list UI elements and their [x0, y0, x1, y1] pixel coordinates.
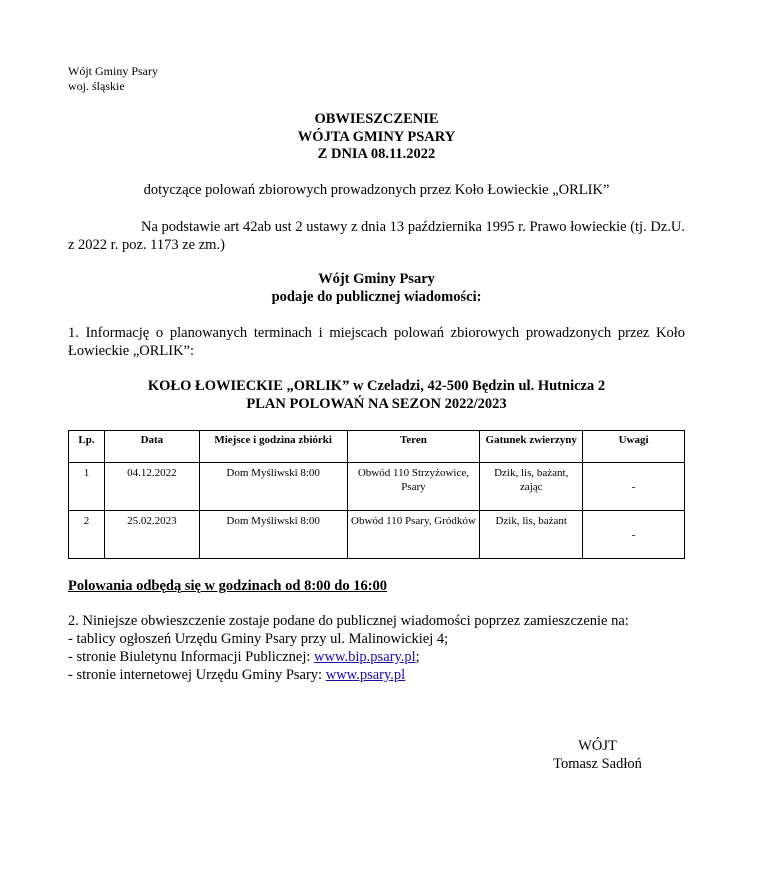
cell-area: Obwód 110 Psary, Gródków	[347, 511, 480, 559]
header-cell-date: Data	[104, 431, 199, 463]
table-row	[69, 463, 685, 511]
plan-title: PLAN POLOWAŃ NA SEZON 2022/2023	[246, 396, 507, 412]
heading-date: Z DNIA 08.11.2022	[317, 146, 436, 162]
sender-region: woj. śląskie	[68, 79, 125, 93]
publication-item-board: - tablicy ogłoszeń Urzędu Gminy Psary przy ul. Malinowickiej 4;	[68, 631, 449, 647]
website-link[interactable]: www.psary.pl	[325, 667, 406, 683]
publication-item-website	[68, 666, 708, 684]
bip-label: - stronie Biuletynu Informacji Publicznej:	[68, 649, 315, 665]
signature-block	[520, 737, 675, 773]
cell-date: 04.12.2022	[104, 463, 199, 511]
announcer-name: Wójt Gminy Psary	[318, 271, 435, 287]
publication-list	[68, 612, 708, 684]
heading-issuer: WÓJTA GMINY PSARY	[297, 128, 456, 145]
header-cell-area: Teren	[347, 431, 480, 463]
cell-notes: -	[583, 511, 685, 559]
sender-name: Wójt Gminy Psary	[68, 64, 158, 78]
point-2-intro: 2. Niniejsze obwieszczenie zostaje podane do publicznej wiadomości poprzez zamieszczenie na:	[68, 613, 629, 629]
header-cell-lp: Lp.	[69, 431, 105, 463]
subject-line: dotyczące polowań zbiorowych prowadzonych przez Koło Łowieckie „ORLIK”	[143, 182, 610, 198]
header-cell-notes: Uwagi	[583, 431, 685, 463]
header-cell-meeting: Miejsce i godzina zbiórki	[199, 431, 347, 463]
hunting-plan-table	[68, 430, 685, 559]
bip-suffix: ;	[415, 649, 420, 665]
cell-date: 25.02.2023	[104, 511, 199, 559]
header-cell-species: Gatunek zwierzyny	[480, 431, 583, 463]
club-address: KOŁO ŁOWIECKIE „ORLIK” w Czeladzi, 42-500 Będzin ul. Hutnicza 2	[147, 378, 606, 394]
cell-area: Obwód 110 Strzyżowice, Psary	[347, 463, 480, 511]
legal-basis: Na podstawie art 42ab ust 2 ustawy z dnia 13 października 1995 r. Prawo łowieckie (tj. Dz.U. z 2022 r. poz. 1173 ze zm.)	[68, 219, 685, 253]
table-row	[69, 511, 685, 559]
cell-notes: -	[583, 463, 685, 511]
cell-species: Dzik, lis, bażant, zając	[480, 463, 583, 511]
publication-item-bip	[68, 648, 708, 666]
table-header-row	[69, 431, 685, 463]
signature-name: Tomasz Sadłoń	[553, 756, 642, 772]
announcer-statement: podaje do publicznej wiadomości:	[271, 289, 482, 305]
signature-title: WÓJT	[578, 738, 617, 754]
cell-lp: 1	[69, 463, 105, 511]
cell-species: Dzik, lis, bażant	[480, 511, 583, 559]
announcer-block	[68, 270, 685, 306]
bip-link[interactable]: www.bip.psary.pl	[314, 649, 416, 665]
document-heading	[68, 111, 685, 164]
club-block	[68, 377, 685, 413]
sender-block	[68, 64, 158, 94]
cell-meeting: Dom Myśliwski 8:00	[199, 511, 347, 559]
hours-notice: Polowania odbędą się w godzinach od 8:00 do 16:00	[68, 578, 388, 594]
cell-meeting: Dom Myśliwski 8:00	[199, 463, 347, 511]
heading-title: OBWIESZCZENIE	[314, 111, 439, 127]
point-1: 1. Informację o planowanych terminach i miejscach polowań zbiorowych prowadzonych przez Koło Łowieckie „ORLIK”:	[68, 325, 685, 359]
cell-lp: 2	[69, 511, 105, 559]
website-label: - stronie internetowej Urzędu Gminy Psary:	[68, 667, 326, 683]
